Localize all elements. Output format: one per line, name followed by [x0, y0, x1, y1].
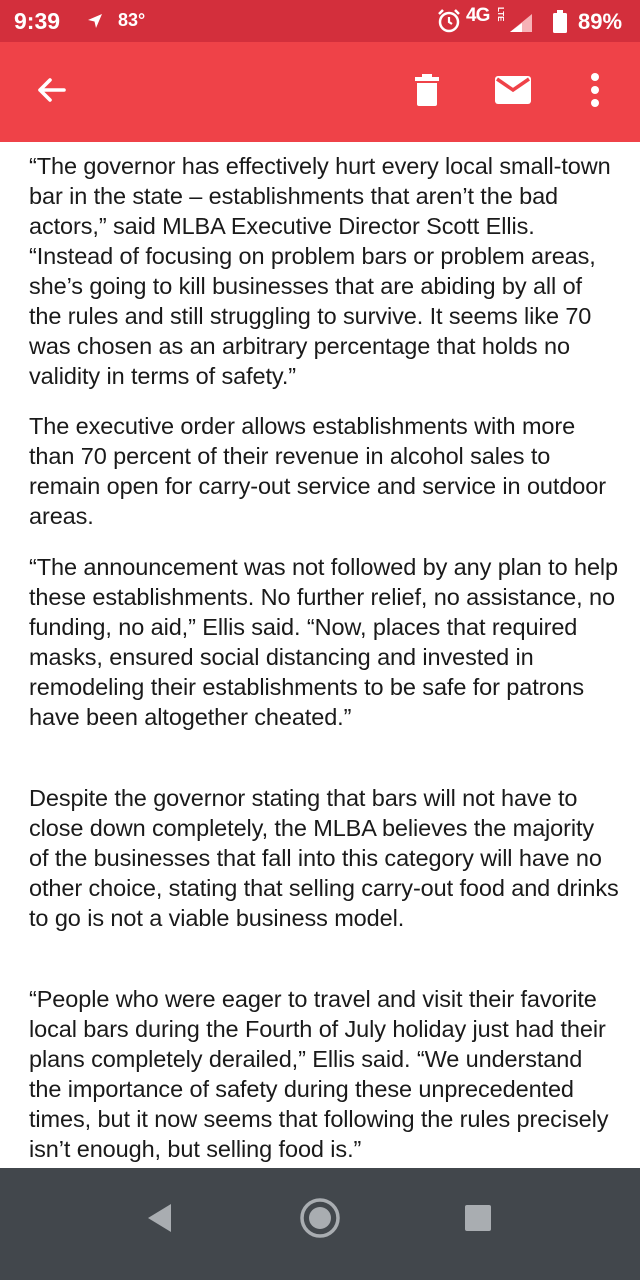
trash-icon [414, 73, 440, 112]
nav-home-button[interactable] [290, 1190, 350, 1250]
back-arrow-icon [34, 73, 68, 112]
signal-icon [508, 12, 534, 39]
battery-percent: 89% [578, 9, 623, 34]
nav-recents-button[interactable] [448, 1190, 508, 1250]
article-paragraph: Despite the governor stating that bars will not have to close down completely, the MLBA believes the majority of the businesses that fall into this category will have no other choice, stating that selling carry-out food and drinks to go is not a viable business model. [29, 785, 619, 931]
article-paragraph: “The announcement was not followed by any plan to help these establishments. No further relief, no assistance, no funding, no aid,” Ellis said. “Now, places that required masks, ensured social distancing and invested in remodeling their establishments to be safe for patrons have been altogether cheated.” [29, 554, 619, 730]
mail-icon [494, 75, 532, 110]
status-temperature: 83° [118, 10, 146, 30]
nav-home-icon [298, 1196, 342, 1245]
status-bar [0, 0, 640, 42]
back-button[interactable] [26, 67, 76, 117]
mail-button[interactable] [488, 67, 538, 117]
article-body[interactable] [0, 142, 640, 1168]
alarm-icon [436, 8, 462, 39]
article-paragraph: “People who were eager to travel and visit their favorite local bars during the Fourth of July holiday just had their plans completely derailed,” Ellis said. “We understand the importance of safety during these unprecedented times, but it now seems that following the rules precisely isn’t enough, but selling food is.” [29, 986, 609, 1162]
network-type: 4G [466, 5, 490, 26]
delete-button[interactable] [402, 67, 452, 117]
article-paragraph: “The governor has effectively hurt every local small-town bar in the state – establishments that aren’t the bad actors,” said MLBA Executive Director Scott Ellis. “Instead of focusing on problem bars or problem areas, she’s going to kill businesses that are abiding by all of the rules and still struggling to survive. It seems like 70 was chosen as an arbitrary percentage that holds no validity in terms of safety.” [29, 153, 611, 389]
system-navigation-bar [0, 1168, 640, 1280]
app-bar [0, 42, 640, 142]
network-subtype: LTE [496, 7, 505, 22]
battery-icon [552, 10, 568, 39]
status-time: 9:39 [14, 8, 61, 34]
nav-back-icon [145, 1202, 175, 1239]
article-paragraph: The executive order allows establishments with more than 70 percent of their revenue in alcohol sales to remain open for carry-out service and service in outdoor areas. [29, 413, 606, 529]
nav-recents-icon [464, 1204, 492, 1237]
more-vert-icon [590, 72, 600, 113]
more-options-button[interactable] [570, 67, 620, 117]
navigation-arrow-icon [86, 12, 104, 35]
nav-back-button[interactable] [130, 1190, 190, 1250]
